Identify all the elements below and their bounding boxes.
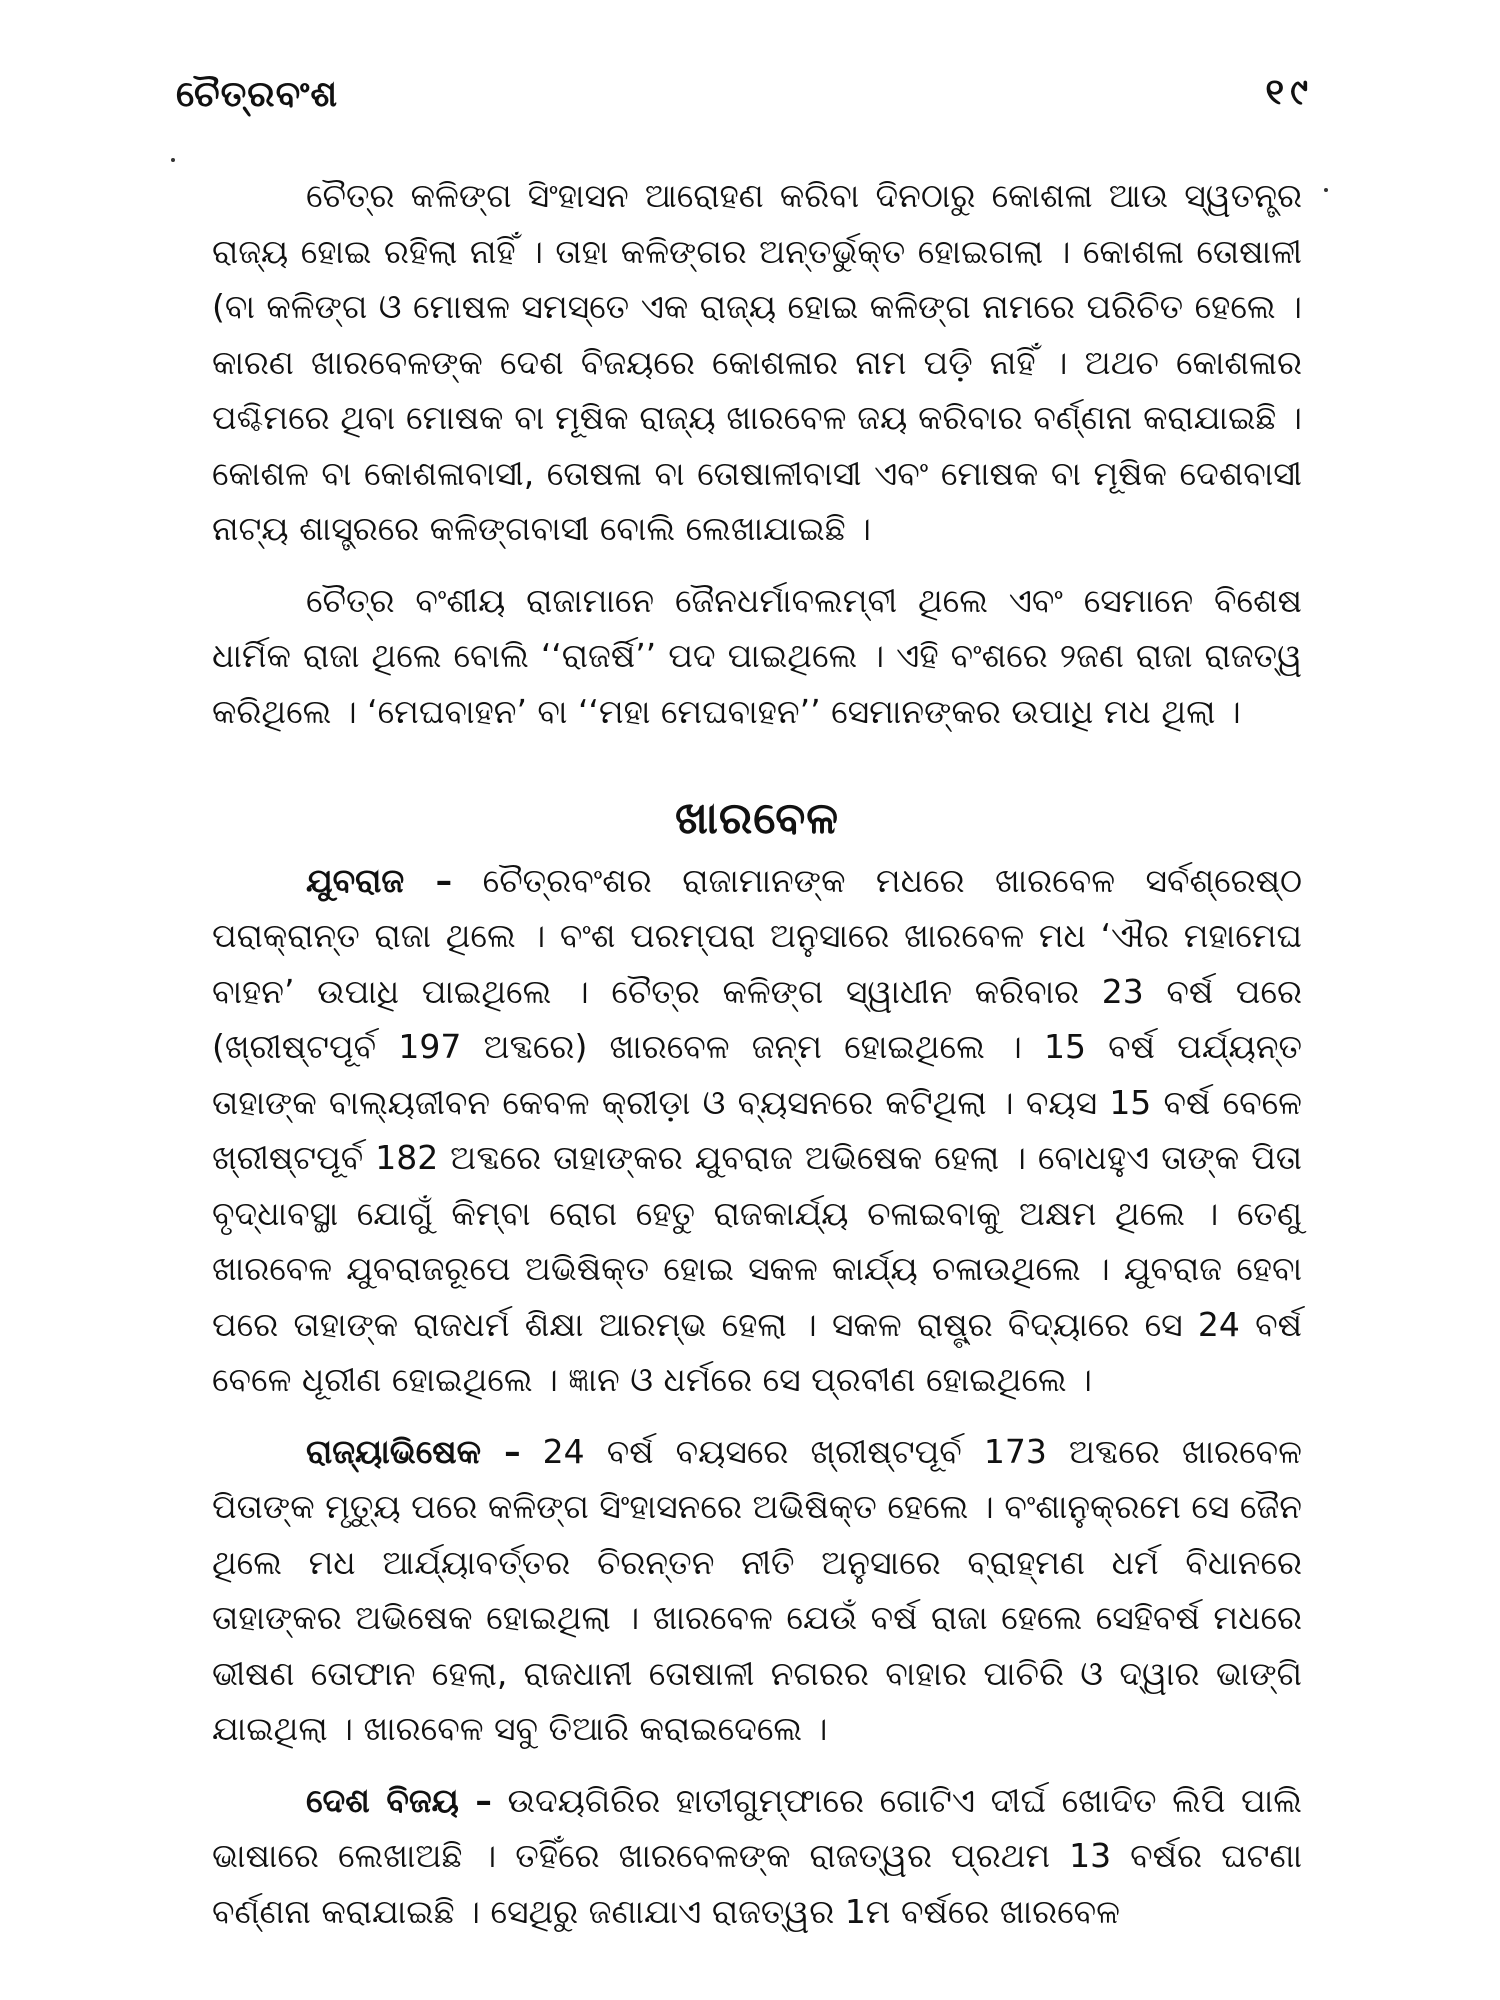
paragraph-text: 24 ବର୍ଷ ବୟସରେ ଖ୍ରୀଷ୍ଟପୂର୍ବ 173 ଅବ୍ଦରେ ଖାରବେଳ ପିତାଙ୍କ ମୃତ୍ୟୁ ପରେ କଳିଙ୍ଗ ସିଂହାସନରେ ଅଭିଷିକ୍ତ ହେଲେ । ବଂଶାନୁକ୍ରମେ ସେ ଜୈନ ଥିଲେ ମଧ ଆର୍ଯ୍ୟାବର୍ତ୍ତର ଚିରନ୍ତନ ନୀତି ଅନୁସାରେ ବ୍ରାହ୍ମଣ ଧର୍ମ ବିଧାନରେ ତାହାଙ୍କର ଅଭିଷେକ ହୋଇଥିଲା । ଖାରବେଳ ଯେଉଁ ବର୍ଷ ରାଜା ହେଲେ ସେହିବର୍ଷ ମଧରେ ଭୀଷଣ ତୋଫାନ ହେଲା, ରାଜଧାନୀ ତୋଷାଳୀ ନଗରର ବାହାର ପାଚିରି ଓ ଦ୍ୱାର ଭାଙ୍ଗି ଯାଇଥିଲା । ଖାରବେଳ ସବୁ ତିଆରି କରାଇଦେଲେ । bbox=[212, 1431, 1302, 1748]
section-heading: ଖାରବେଳ bbox=[674, 793, 840, 844]
paragraph-abhishek bbox=[212, 1424, 1302, 1757]
page-number: ୧୯ bbox=[1265, 72, 1314, 113]
print-speck bbox=[1324, 188, 1328, 192]
paragraph-text: ଉଦୟଗିରିର ହାତୀଗୁମ୍ଫାରେ ଗୋଟିଏ ଦୀର୍ଘ ଖୋଦିତ ଲିପି ପାଲି ଭାଷାରେ ଲେଖାଅଛି । ତହିଁରେ ଖାରବେଳଙ୍କ ରାଜତ୍ୱର ପ୍ରଥମ 13 ବର୍ଷର ଘଟଣା ବର୍ଣ୍ଣନା କରାଯାଇଛି । ସେଥିରୁ ଜଣାଯାଏ ରାଜତ୍ୱର 1ମ ବର୍ଷରେ ଖାରବେଳ bbox=[212, 1780, 1302, 1931]
body-text bbox=[212, 168, 1302, 1939]
paragraph-text: ଚୈତ୍ରବଂଶର ରାଜାମାନଙ୍କ ମଧରେ ଖାରବେଳ ସର୍ବଶ୍ରେଷ୍ଠ ପରାକ୍ରାନ୍ତ ରାଜା ଥିଲେ । ବଂଶ ପରମ୍ପରା ଅନୁସାରେ ଖାରବେଳ ମଧ ‘ଐର ମହାମେଘ ବାହନ’ ଉପାଧି ପାଇଥିଲେ । ଚୈତ୍ର କଳିଙ୍ଗ ସ୍ୱାଧୀନ କରିବାର 23 ବର୍ଷ ପରେ (ଖ୍ରୀଷ୍ଟପୂର୍ବ 197 ଅବ୍ଦରେ) ଖାରବେଳ ଜନ୍ମ ହୋଇଥିଲେ । 15 ବର୍ଷ ପର୍ଯ୍ୟନ୍ତ ତାହାଙ୍କ ବାଲ୍ୟଜୀବନ କେବଳ କ୍ରୀଡ଼ା ଓ ବ୍ୟସନରେ କଟିଥିଲା । ବୟସ 15 ବର୍ଷ ବେଳେ ଖ୍ରୀଷ୍ଟପୂର୍ବ 182 ଅବ୍ଦରେ ତାହାଙ୍କର ଯୁବରାଜ ଅଭିଷେକ ହେଲା । ବୋଧହୁଏ ତାଙ୍କ ପିତା ବୃଦ୍ଧାବସ୍ଥା ଯୋଗୁଁ କିମ୍ବା ରୋଗ ହେତୁ ରାଜକାର୍ଯ୍ୟ ଚଳାଇବାକୁ ଅକ୍ଷମ ଥିଲେ । ତେଣୁ ଖାରବେଳ ଯୁବରାଜରୂପେ ଅଭିଷିକ୍ତ ହୋଇ ସକଳ କାର୍ଯ୍ୟ ଚଳାଉଥିଲେ । ଯୁବରାଜ ହେବା ପରେ ତାହାଙ୍କ ରାଜଧର୍ମ ଶିକ୍ଷା ଆରମ୍ଭ ହେଲା । ସକଳ ରାଷ୍ଟ୍ର ବିଦ୍ୟାରେ ସେ 24 ବର୍ଷ ବେଳେ ଧୂରୀଣ ହୋଇଥିଲେ । ଜ୍ଞାନ ଓ ଧର୍ମରେ ସେ ପ୍ରବୀଣ ହୋଇଥିଲେ । bbox=[212, 860, 1303, 1399]
subsection-label: ଦେଶ ବିଜୟ – bbox=[306, 1780, 492, 1820]
running-title: ଚୈତ୍ରବଂଶ bbox=[176, 74, 339, 115]
paragraph: ଚୈତ୍ର କଳିଙ୍ଗ ସିଂହାସନ ଆରୋହଣ କରିବା ଦିନଠାରୁ କୋଶଳା ଆଉ ସ୍ୱତନ୍ତ୍ର ରାଜ୍ୟ ହୋଇ ରହିଲା ନାହିଁ । ତାହା କଳିଙ୍ଗର ଅନ୍ତର୍ଭୁକ୍ତ ହୋଇଗଲା । କୋଶଳା ତୋଷାଳୀ (ବା କଳିଙ୍ଗ ଓ ମୋଷଳ ସମସ୍ତେ ଏକ ରାଜ୍ୟ ହୋଇ କଳିଙ୍ଗ ନାମରେ ପରିଚିତ ହେଲେ । କାରଣ ଖାରବେଳଙ୍କ ଦେଶ ବିଜୟରେ କୋଶଳାର ନାମ ପଡ଼ି ନାହିଁ । ଅଥଚ କୋଶଳାର ପଶ୍ଚିମରେ ଥିବା ମୋଷକ ବା ମୂଷିକ ରାଜ୍ୟ ଖାରବେଳ ଜୟ କରିବାର ବର୍ଣ୍ଣନା କରାଯାଇଛି । କୋଶଳ ବା କୋଶଳାବାସୀ, ତୋଷଳା ବା ତୋଷାଳୀବାସୀ ଏବଂ ମୋଷକ ବା ମୂଷିକ ଦେଶବାସୀ ନାଟ୍ୟ ଶାସ୍ତ୍ରରେ କଳିଙ୍ଗବାସୀ ବୋଲି ଲେଖାଯାଇଛି । bbox=[212, 176, 1302, 548]
paragraph-yuvaraj bbox=[212, 853, 1302, 1408]
subsection-label: ଯୁବରାଜ – bbox=[306, 860, 453, 900]
subsection-label: ରାଜ୍ୟାଭିଷେକ – bbox=[306, 1431, 521, 1471]
print-speck bbox=[171, 158, 175, 162]
paragraph: ଚୈତ୍ର ବଂଶୀୟ ରାଜାମାନେ ଜୈନଧର୍ମାବଲମ୍ବୀ ଥିଲେ ଏବଂ ସେମାନେ ବିଶେଷ ଧାର୍ମିକ ରାଜା ଥିଲେ ବୋଲି ‘‘ରାଜର୍ଷି’’ ପଦ ପାଇଥିଲେ । ଏହି ବଂଶରେ ୨ଜଣ ରାଜା ରାଜତ୍ୱ କରିଥିଲେ । ‘ମେଘବାହନ’ ବା ‘‘ମହା ମେଘବାହନ’’ ସେମାନଙ୍କର ଉପାଧି ମଧ ଥିଲା । bbox=[212, 580, 1302, 731]
paragraph-vijay bbox=[212, 1773, 1302, 1940]
